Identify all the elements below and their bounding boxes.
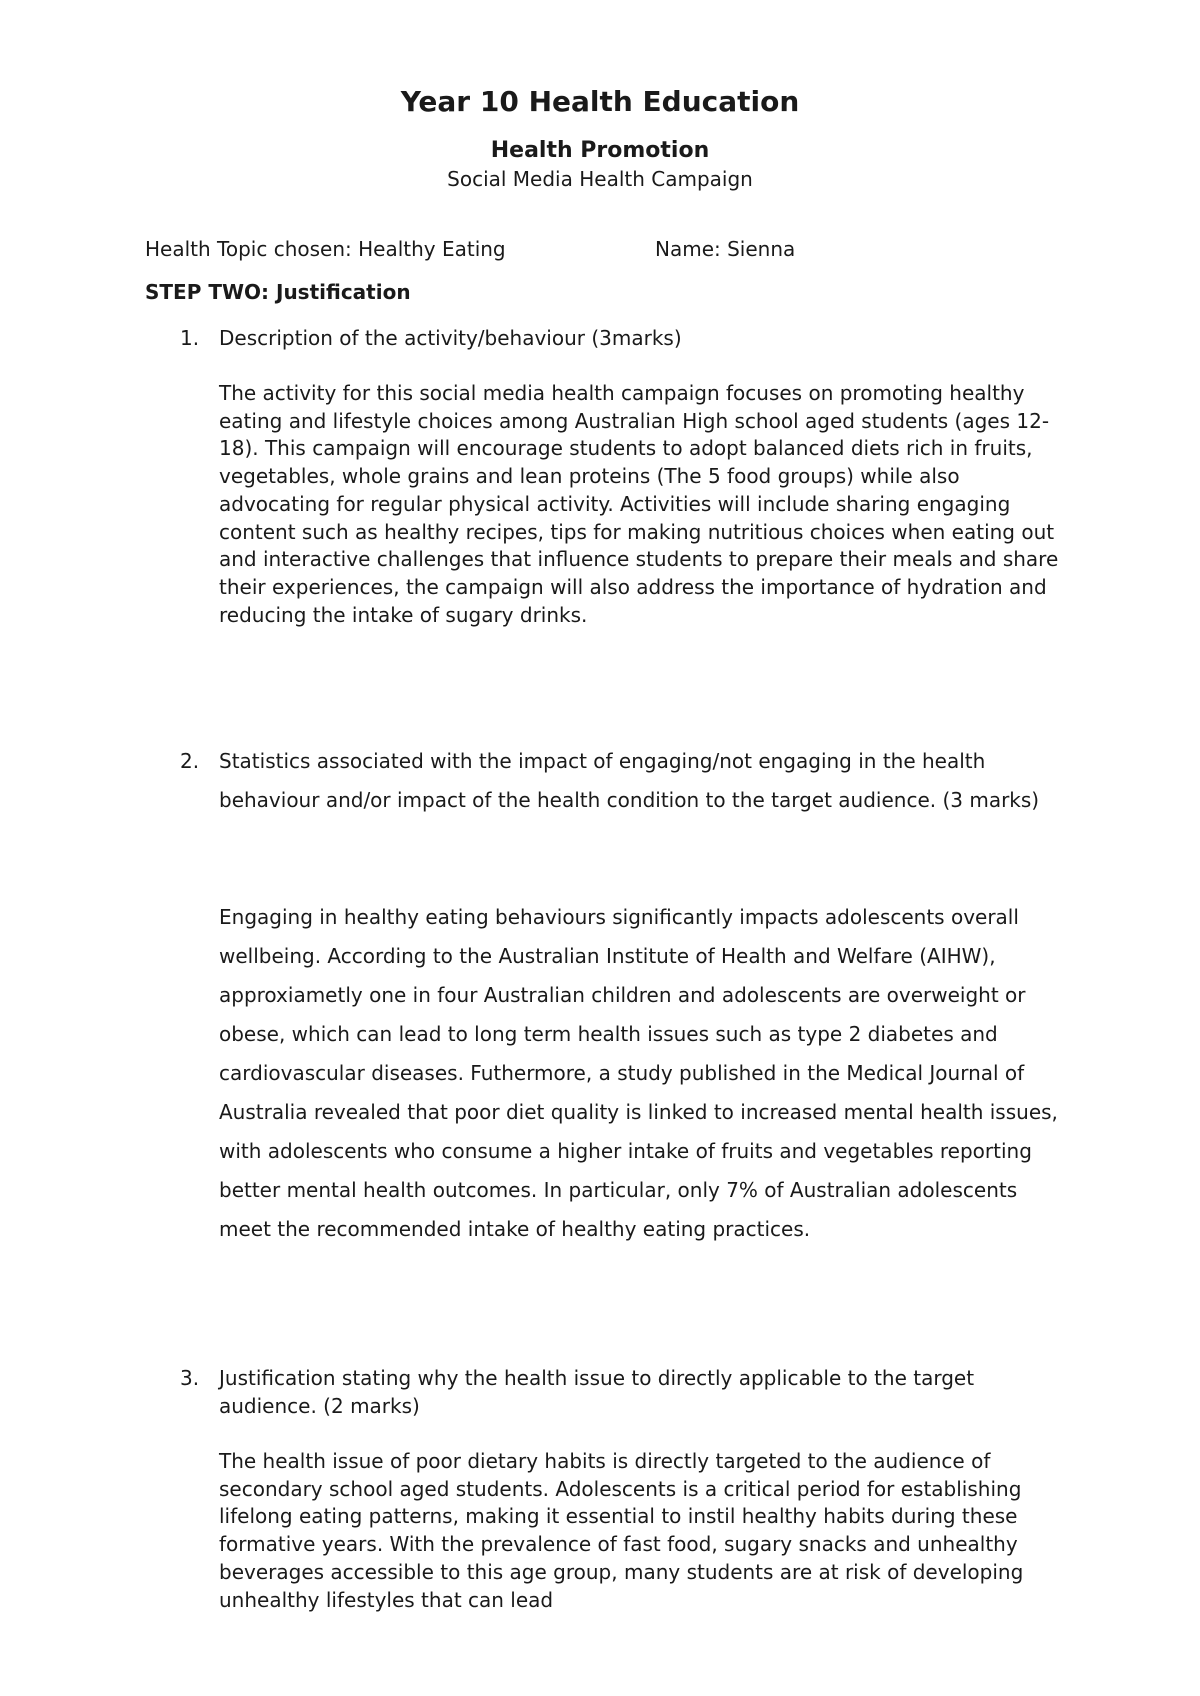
answer-2-text: Engaging in healthy eating behaviours significantly impacts adolescents overall wellbeing. According to the Australian Institute of Health and Welfare (AIHW), approxiametly one in four Australian children and adolescents are overweight or obese, which can lead to long term health issues such as type 2 diabetes and cardiovascular diseases. Futhermore, a study published in the Medical Journal of Australia revealed that poor diet quality is linked to increased mental health issues, with adolescents who consume a higher intake of fruits and vegetables reporting better mental health outcomes. In particular, only 7% of Australian adolescents meet the recommended intake of healthy eating practices. [219, 905, 1058, 1241]
step-heading: STEP TWO: Justification [145, 280, 411, 304]
answer-3-text: The health issue of poor dietary habits is directly targeted to the audience of secondary school aged students. Adolescents is a critical period for establishing lifelong eating patterns, making it essential to instil healthy habits during these formative years. With the prevalence of fast food, sugary snacks and unhealthy beverages accessible to this age group, many students are at risk of developing unhealthy lifestyles that can lead [219, 1449, 1024, 1612]
question-2-number: 2. [180, 749, 200, 773]
question-1-prompt: Description of the activity/behaviour (3marks) [219, 326, 682, 350]
document-subsubtitle: Social Media Health Campaign [447, 167, 753, 191]
answer-1-text: The activity for this social media health campaign focuses on promoting healthy eating and lifestyle choices among Australian High school aged students (ages 12-18). This campaign will encourage students to adopt balanced diets rich in fruits, vegetables, whole grains and lean proteins (The 5 food groups) while also advocating for regular physical activity. Activities will include sharing engaging content such as healthy recipes, tips for making nutritious choices when eating out and interactive challenges that influence students to prepare their meals and share their experiences, the campaign will also address the importance of hydration and reducing the intake of sugary drinks. [219, 381, 1059, 627]
document-title: Year 10 Health Education [400, 85, 800, 118]
document-subtitle: Health Promotion [490, 138, 710, 163]
question-1-number: 1. [180, 326, 200, 350]
question-3-prompt: Justification stating why the health issue to directly applicable to the target audience. (2 marks) [219, 1366, 975, 1418]
student-name-line: Name: Sienna [655, 237, 796, 261]
question-2-prompt: Statistics associated with the impact of engaging/not engaging in the health behaviour and/or impact of the health condition to the target audience. (3 marks) [219, 749, 1040, 812]
health-topic-line: Health Topic chosen: Healthy Eating [145, 237, 506, 261]
question-3-number: 3. [180, 1366, 200, 1390]
